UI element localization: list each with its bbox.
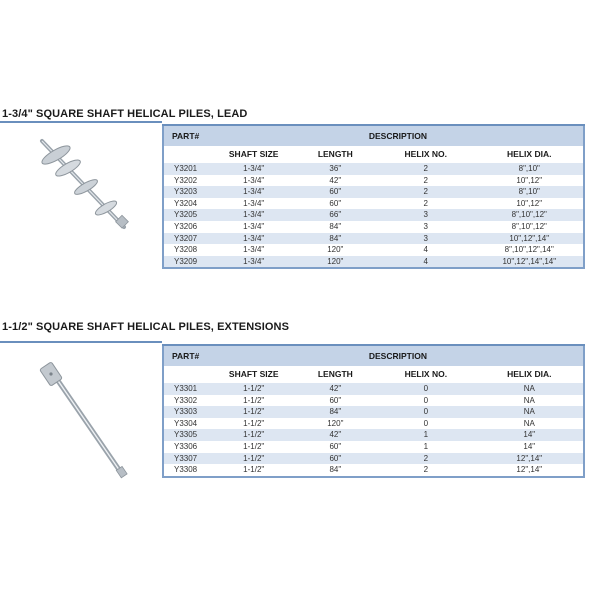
helix-dia-cell: NA xyxy=(476,383,584,395)
helix-no-cell: 1 xyxy=(376,429,475,441)
lead-header-row xyxy=(163,125,584,146)
helix-no-cell: 1 xyxy=(376,441,475,453)
part-number-cell: Y3203 xyxy=(163,186,213,198)
length-cell: 120" xyxy=(295,418,377,430)
helix-no-cell: 2 xyxy=(376,163,475,175)
helix-no-cell: 2 xyxy=(376,175,475,187)
table-row xyxy=(163,221,584,233)
table-row xyxy=(163,441,584,453)
helix-dia-cell: 14" xyxy=(476,441,584,453)
length-cell: 42" xyxy=(295,383,377,395)
extensions-part-header: PART# xyxy=(163,345,213,366)
lead-section-title: 1-3/4" SQUARE SHAFT HELICAL PILES, LEAD xyxy=(2,108,248,120)
table-row xyxy=(163,418,584,430)
extensions-header-row xyxy=(163,345,584,366)
lead-col-helix-dia: HELIX DIA. xyxy=(507,149,552,159)
helix-no-cell: 3 xyxy=(376,221,475,233)
lead-col-shaft-size: SHAFT SIZE xyxy=(228,149,279,159)
helix-no-cell: 2 xyxy=(376,464,475,477)
helix-dia-cell: 8",10" xyxy=(476,186,585,198)
length-cell: 120" xyxy=(295,244,377,256)
length-cell: 42" xyxy=(295,175,377,187)
helix-dia-cell: 10",12" xyxy=(476,198,585,210)
helix-dia-cell: NA xyxy=(476,406,584,418)
lead-description-header: DESCRIPTION xyxy=(213,125,584,146)
helical-pile-lead-image xyxy=(20,135,135,230)
extensions-parts-table xyxy=(162,344,585,478)
part-number-cell: Y3202 xyxy=(163,175,213,187)
length-cell: 36" xyxy=(295,163,377,175)
helix-dia-cell: 12",14" xyxy=(476,464,584,477)
extensions-col-helix-no: HELIX NO. xyxy=(404,369,448,379)
table-row xyxy=(163,163,584,175)
table-row xyxy=(163,244,584,256)
lead-parts-table xyxy=(162,124,585,269)
length-cell: 60" xyxy=(295,198,377,210)
table-row xyxy=(163,209,584,221)
shaft-size-cell: 1-3/4" xyxy=(213,244,295,256)
helix-no-cell: 0 xyxy=(376,406,475,418)
helix-no-cell: 4 xyxy=(376,256,475,269)
helix-no-cell: 2 xyxy=(376,186,475,198)
helix-no-cell: 4 xyxy=(376,244,475,256)
shaft-size-cell: 1-1/2" xyxy=(213,418,295,430)
shaft-size-cell: 1-1/2" xyxy=(213,383,295,395)
table-row xyxy=(163,406,584,418)
table-row xyxy=(163,186,584,198)
lead-col-length: LENGTH xyxy=(317,149,353,159)
table-row xyxy=(163,198,584,210)
helix-dia-cell: 8",10",12" xyxy=(476,209,585,221)
part-number-cell: Y3302 xyxy=(163,395,213,407)
shaft-size-cell: 1-1/2" xyxy=(213,406,295,418)
part-number-cell: Y3303 xyxy=(163,406,213,418)
shaft-size-cell: 1-1/2" xyxy=(213,441,295,453)
part-number-cell: Y3301 xyxy=(163,383,213,395)
helix-no-cell: 0 xyxy=(376,383,475,395)
part-number-cell: Y3305 xyxy=(163,429,213,441)
part-number-cell: Y3307 xyxy=(163,453,213,465)
table-row xyxy=(163,453,584,465)
part-number-cell: Y3207 xyxy=(163,233,213,245)
shaft-size-cell: 1-3/4" xyxy=(213,233,295,245)
helix-no-cell: 3 xyxy=(376,233,475,245)
shaft-size-cell: 1-3/4" xyxy=(213,209,295,221)
extensions-col-helix-dia: HELIX DIA. xyxy=(507,369,552,379)
helix-dia-cell: 8",10" xyxy=(476,163,585,175)
part-number-cell: Y3208 xyxy=(163,244,213,256)
shaft-size-cell: 1-3/4" xyxy=(213,198,295,210)
part-number-cell: Y3306 xyxy=(163,441,213,453)
part-number-cell: Y3206 xyxy=(163,221,213,233)
lead-title-rule xyxy=(0,121,162,123)
helix-dia-cell: NA xyxy=(476,395,584,407)
helix-no-cell: 2 xyxy=(376,453,475,465)
helix-dia-cell: 8",10",12",14" xyxy=(476,244,585,256)
helix-dia-cell: 8",10",12" xyxy=(476,221,585,233)
table-row xyxy=(163,395,584,407)
helix-dia-cell: 14" xyxy=(476,429,584,441)
helix-no-cell: 0 xyxy=(376,395,475,407)
shaft-size-cell: 1-3/4" xyxy=(213,256,295,269)
length-cell: 84" xyxy=(295,406,377,418)
helix-no-cell: 2 xyxy=(376,198,475,210)
table-row xyxy=(163,233,584,245)
part-number-cell: Y3201 xyxy=(163,163,213,175)
helix-dia-cell: NA xyxy=(476,418,584,430)
lead-column-header-row xyxy=(163,146,584,163)
part-number-cell: Y3205 xyxy=(163,209,213,221)
length-cell: 66" xyxy=(295,209,377,221)
extensions-col-length: LENGTH xyxy=(317,369,353,379)
helix-no-cell: 0 xyxy=(376,418,475,430)
helix-dia-cell: 12",14" xyxy=(476,453,584,465)
table-row xyxy=(163,175,584,187)
helix-dia-cell: 10",12",14",14" xyxy=(476,256,585,269)
length-cell: 60" xyxy=(295,395,377,407)
length-cell: 84" xyxy=(295,464,377,477)
table-row xyxy=(163,464,584,477)
table-row xyxy=(163,429,584,441)
length-cell: 42" xyxy=(295,429,377,441)
part-number-cell: Y3204 xyxy=(163,198,213,210)
extensions-section-title: 1-1/2" SQUARE SHAFT HELICAL PILES, EXTENSIONS xyxy=(2,321,290,333)
part-number-cell: Y3308 xyxy=(163,464,213,477)
helix-dia-cell: 10",12" xyxy=(476,175,585,187)
table-row xyxy=(163,383,584,395)
length-cell: 60" xyxy=(295,186,377,198)
part-number-cell: Y3304 xyxy=(163,418,213,430)
lead-part-header: PART# xyxy=(163,125,213,146)
length-cell: 84" xyxy=(295,233,377,245)
extensions-description-header: DESCRIPTION xyxy=(213,345,584,366)
extensions-title-rule xyxy=(0,341,162,343)
length-cell: 84" xyxy=(295,221,377,233)
length-cell: 120" xyxy=(295,256,377,269)
part-number-cell: Y3209 xyxy=(163,256,213,269)
helix-no-cell: 3 xyxy=(376,209,475,221)
length-cell: 60" xyxy=(295,453,377,465)
length-cell: 60" xyxy=(295,441,377,453)
extensions-col-shaft-size: SHAFT SIZE xyxy=(228,369,279,379)
shaft-size-cell: 1-3/4" xyxy=(213,175,295,187)
table-row xyxy=(163,256,584,269)
shaft-size-cell: 1-1/2" xyxy=(213,453,295,465)
shaft-size-cell: 1-3/4" xyxy=(213,163,295,175)
shaft-size-cell: 1-3/4" xyxy=(213,186,295,198)
helical-pile-extension-image xyxy=(38,362,133,484)
shaft-size-cell: 1-1/2" xyxy=(213,464,295,477)
extensions-column-header-row xyxy=(163,366,584,383)
shaft-size-cell: 1-1/2" xyxy=(213,429,295,441)
helix-dia-cell: 10",12",14" xyxy=(476,233,585,245)
lead-col-helix-no: HELIX NO. xyxy=(404,149,448,159)
shaft-size-cell: 1-1/2" xyxy=(213,395,295,407)
shaft-size-cell: 1-3/4" xyxy=(213,221,295,233)
